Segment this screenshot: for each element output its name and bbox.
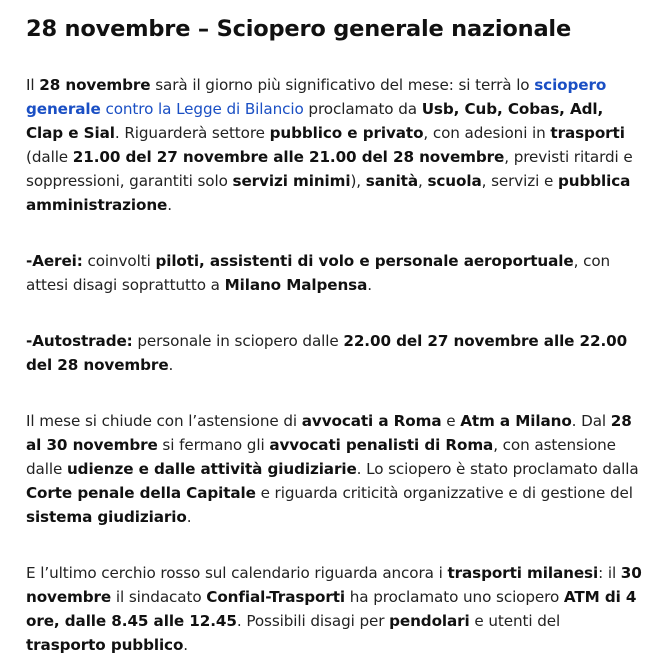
text-segment: .	[168, 356, 174, 374]
bold-text: -Autostrade:	[26, 332, 133, 350]
text-segment: : il	[598, 564, 621, 582]
bold-text: udienze e dalle attività giudiziarie	[66, 460, 357, 478]
bold-text: Atm a Milano	[460, 412, 572, 430]
text-segment: Il mese si chiude con l’astensione di	[26, 412, 302, 430]
text-segment: proclamato da	[303, 100, 422, 118]
bold-text: ATM di 4 ore, dalle 8.45 alle 12.45	[26, 588, 637, 630]
text-segment: , servizi e	[481, 172, 558, 190]
bold-text: 21.00 del 27 novembre alle 21.00 del 28 novembre	[72, 148, 505, 166]
bold-text: pendolari	[389, 612, 470, 630]
bold-text: pubblico e privato	[269, 124, 424, 142]
bold-text: Milano Malpensa	[224, 276, 368, 294]
text-segment: (dalle	[26, 148, 73, 166]
text-segment: sarà il giorno più significativo del mese: si terrà lo	[150, 76, 535, 94]
text-segment: , con astensione dalle	[26, 436, 616, 478]
text-segment: .	[186, 508, 192, 526]
bold-text: pubblica amministrazione	[26, 172, 631, 214]
bold-text: 30 novembre	[26, 564, 642, 606]
bold-text: -Aerei:	[26, 252, 83, 270]
bold-text: sistema giudiziario	[26, 508, 187, 526]
text-segment: personale in sciopero dalle	[132, 332, 344, 350]
text-segment: , previsti ritardi e soppressioni, garantiti solo	[26, 148, 633, 190]
text-segment: . Dal	[571, 412, 611, 430]
text-segment: e riguarda criticità organizzative e di gestione del	[255, 484, 633, 502]
text-segment: . Lo sciopero è stato proclamato dalla	[356, 460, 639, 478]
bold-text: piloti, assistenti di volo e personale aeroportuale	[155, 252, 574, 270]
text-segment: coinvolti	[82, 252, 156, 270]
paragraph-autostrade	[26, 329, 644, 377]
paragraph-avvocati-atm	[26, 409, 644, 529]
bold-text: Corte penale della Capitale	[26, 484, 256, 502]
bold-text: 22.00 del 27 novembre alle 22.00 del 28 novembre	[26, 332, 628, 374]
text-segment: Il	[26, 76, 40, 94]
bold-text: 28 novembre	[39, 76, 151, 94]
bold-text: avvocati a Roma	[301, 412, 442, 430]
text-segment: .	[167, 196, 172, 214]
bold-text: trasporti milanesi	[447, 564, 599, 582]
bold-text: 28 al 30 novembre	[26, 412, 632, 454]
article-title: 28 novembre – Sciopero generale nazionale	[26, 16, 572, 42]
article-link[interactable]: contro la Legge di Bilancio	[100, 100, 304, 118]
bold-text: scuola	[427, 172, 482, 190]
bold-text: Usb, Cub, Cobas, Adl, Clap e Sial	[26, 100, 604, 142]
paragraph-aerei	[26, 249, 644, 297]
bold-text: sanità	[365, 172, 418, 190]
paragraph-trasporti-milanesi	[26, 561, 644, 657]
text-segment: , con attesi disagi soprattutto a	[26, 252, 611, 294]
text-segment: E l’ultimo cerchio rosso sul calendario riguarda ancora i	[26, 564, 448, 582]
text-segment: ha proclamato uno sciopero	[345, 588, 564, 606]
text-segment: . Riguarderà settore	[114, 124, 270, 142]
text-segment: si fermano gli	[157, 436, 270, 454]
text-segment: .	[367, 276, 372, 294]
text-segment: e	[441, 412, 461, 430]
bold-text: avvocati penalisti di Roma	[269, 436, 494, 454]
text-segment: e utenti del	[469, 612, 561, 630]
text-segment: . Possibili disagi per	[236, 612, 390, 630]
bold-text: trasporto pubblico	[26, 636, 184, 654]
bold-text: Confial-Trasporti	[206, 588, 346, 606]
text-segment: il sindacato	[111, 588, 207, 606]
bold-text: servizi minimi	[232, 172, 351, 190]
text-segment: ,	[417, 172, 428, 190]
text-segment: , con adesioni in	[423, 124, 551, 142]
paragraph-sciopero-generale	[26, 73, 644, 217]
text-segment: ),	[350, 172, 366, 190]
bold-text: trasporti	[550, 124, 625, 142]
article-link[interactable]: sciopero generale	[26, 76, 607, 118]
text-segment: .	[183, 636, 189, 654]
